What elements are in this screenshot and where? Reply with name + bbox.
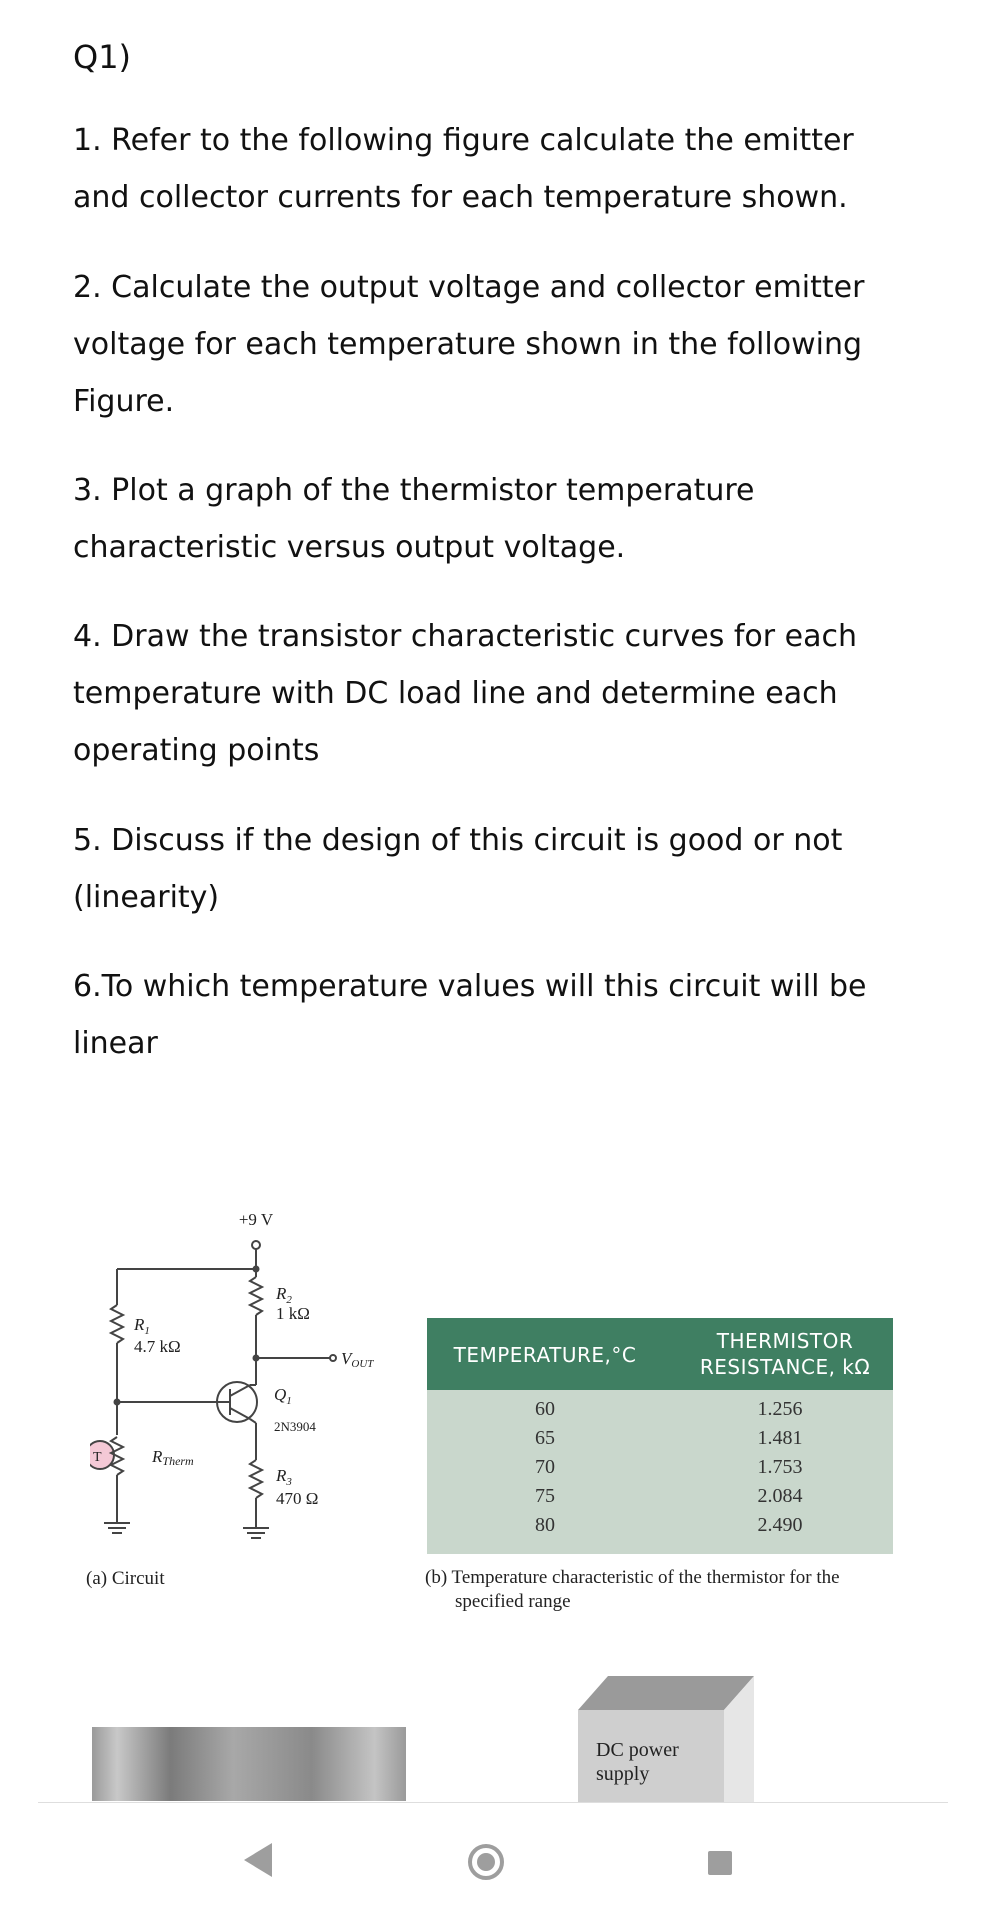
question-1 [73, 112, 973, 226]
question-5 [73, 812, 973, 926]
question-1-line-1: 1. Refer to the following figure calculate the emitter [73, 123, 854, 158]
rtherm-label: RTherm [152, 1447, 194, 1468]
r2-value: 1 kΩ [276, 1304, 310, 1323]
circuit-nodes [114, 1266, 260, 1406]
nav-separator [38, 1802, 948, 1803]
table-cell-res: 1.753 [757, 1456, 803, 1478]
circuit-diagram [90, 1205, 430, 1605]
question-6 [73, 958, 973, 1072]
header-resistance-line-1: THERMISTOR [716, 1329, 854, 1353]
question-2-line-3: Figure. [73, 384, 175, 419]
table-cell-res: 1.256 [757, 1398, 803, 1420]
question-4-line-1: 4. Draw the transistor characteristic curves for each [73, 619, 857, 654]
r3-label: $R_3$ [276, 1466, 292, 1488]
back-icon[interactable] [244, 1843, 274, 1877]
thermistor-t-label: T [93, 1450, 102, 1465]
question-4-line-3: operating points [73, 733, 320, 768]
question-5-line-1: 5. Discuss if the design of this circuit is good or not [73, 823, 843, 858]
table-caption-line-2: specified range [455, 1591, 571, 1612]
question-title: Q1) [73, 38, 132, 76]
r2-label: $R_2$ [276, 1284, 292, 1306]
question-6-line-1: 6.To which temperature values will this circuit will be [73, 969, 867, 1004]
q1-part-number: 2N3904 [274, 1419, 316, 1434]
supply-terminal [252, 1241, 260, 1249]
recent-apps-icon[interactable] [708, 1851, 732, 1875]
r1-value: 4.7 kΩ [134, 1337, 181, 1356]
table-caption-line-1: (b) Temperature characteristic of the thermistor for the [425, 1567, 840, 1588]
header-temperature: TEMPERATURE,°C [453, 1343, 637, 1367]
table-cell-res: 2.084 [757, 1485, 803, 1507]
gray-instrument-panel [92, 1727, 406, 1801]
table-cell-temp: 70 [535, 1456, 555, 1478]
r3-resistor [250, 1460, 262, 1498]
r3-value: 470 Ω [276, 1489, 319, 1508]
vout-label: VOUT [341, 1349, 374, 1370]
q1-label: $Q_1$ [274, 1385, 292, 1407]
table-cell-temp: 75 [535, 1485, 555, 1507]
dc-power-label [596, 1738, 679, 1786]
table-cell-temp: 80 [535, 1514, 555, 1536]
question-2 [73, 259, 973, 430]
r1-resistor [111, 1305, 123, 1343]
question-5-line-2: (linearity) [73, 880, 220, 915]
r1-label: $R_1$ [134, 1315, 150, 1337]
ground-symbols [104, 1523, 269, 1538]
table-cell-res: 2.490 [757, 1514, 803, 1536]
question-3 [73, 462, 973, 576]
r2-resistor [250, 1277, 262, 1315]
table-cell-temp: 60 [535, 1398, 555, 1420]
question-3-line-2: characteristic versus output voltage. [73, 530, 626, 565]
circuit-caption: (a) Circuit [86, 1568, 165, 1589]
vout-terminal [330, 1355, 336, 1361]
question-3-line-1: 3. Plot a graph of the thermistor temperature [73, 473, 755, 508]
home-icon[interactable] [468, 1844, 504, 1880]
question-4-line-2: temperature with DC load line and determine each [73, 676, 838, 711]
question-2-line-1: 2. Calculate the output voltage and collector emitter [73, 270, 865, 305]
dc-power-label-line-2: supply [596, 1763, 650, 1785]
question-1-line-2: and collector currents for each temperature shown. [73, 180, 848, 215]
table-cell-res: 1.481 [757, 1427, 803, 1449]
dc-power-label-line-1: DC power [596, 1739, 679, 1761]
question-6-line-2: linear [73, 1026, 158, 1061]
header-resistance-line-2: RESISTANCE, kΩ [699, 1355, 871, 1379]
question-2-line-2: voltage for each temperature shown in the following [73, 327, 863, 362]
question-4 [73, 608, 973, 779]
table-cell-temp: 65 [535, 1427, 555, 1449]
supply-label: +9 V [238, 1210, 274, 1229]
